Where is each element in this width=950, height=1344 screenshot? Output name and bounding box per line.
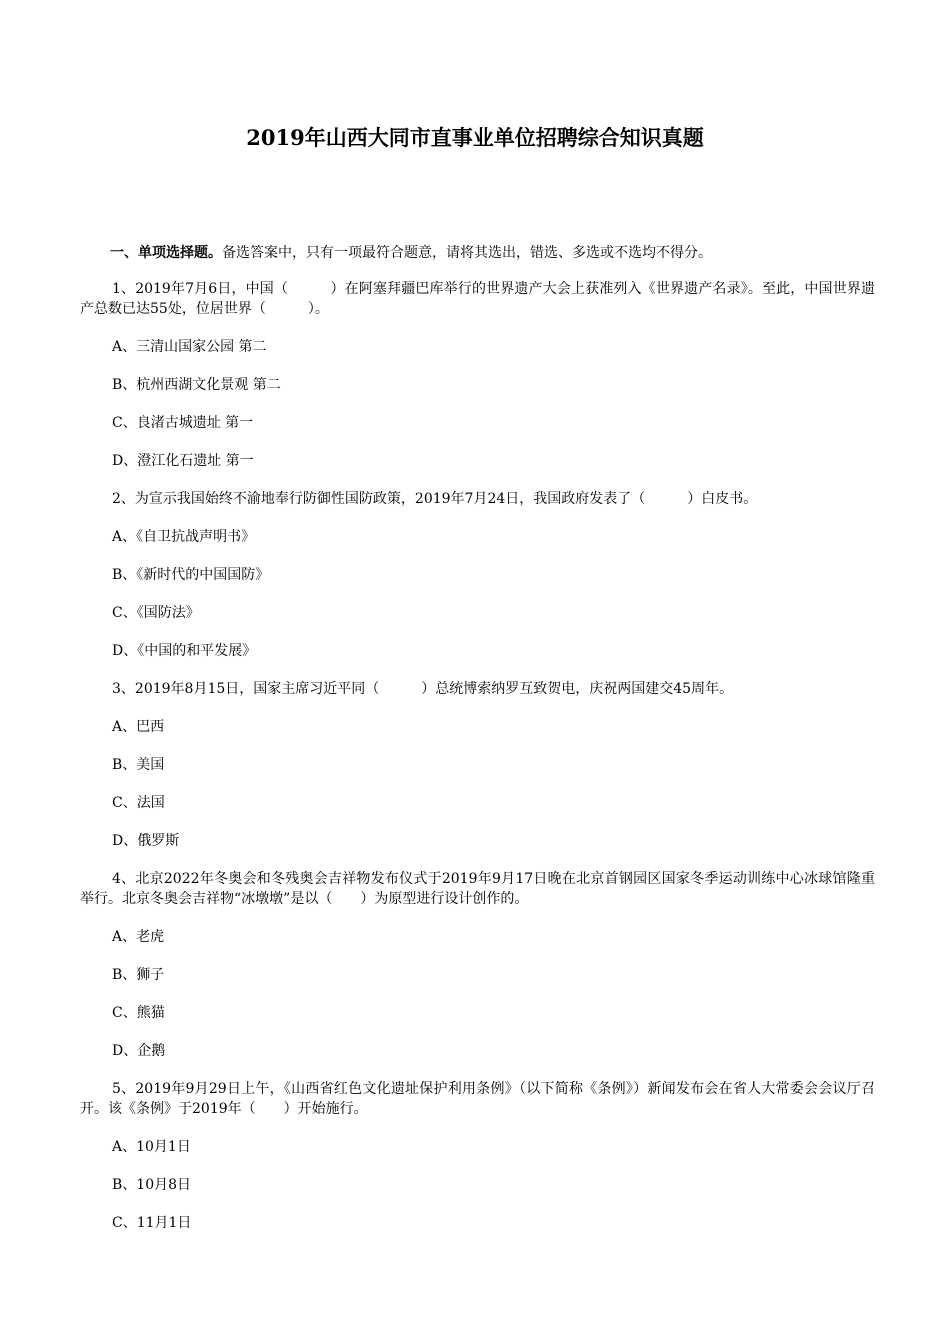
question-2-option-b: B、《新时代的中国国防》 [112,567,270,583]
question-1 [80,279,875,471]
question-4-text: 4、北京2022年冬奥会和冬残奥会吉祥物发布仪式于2019年9月17日晚在北京首钢园区国家冬季运动训练中心冰球馆隆重举行。北京冬奥会吉祥物“冰墩墩”是以（ ）为原型进行设计创作的。 [80,871,875,907]
question-4-option-d: D、企鹅 [112,1043,166,1059]
section-instruction: 备选答案中，只有一项最符合题意，请将其选出，错选、多选或不选均不得分。 [222,245,712,261]
question-4-option-c: C、熊猫 [112,1005,165,1021]
question-1-option-a: A、三清山国家公园 第二 [112,339,267,355]
question-2-text: 2、为宣示我国始终不渝地奉行防御性国防政策，2019年7月24日，我国政府发表了（ ）白皮书。 [112,491,758,507]
question-1-option-b: B、杭州西湖文化景观 第二 [112,377,281,393]
document-body [80,243,875,1251]
question-2-option-d: D、《中国的和平发展》 [112,643,257,659]
question-5-option-a: A、10月1日 [112,1139,191,1155]
question-4 [80,869,875,1061]
question-3-text: 3、2019年8月15日，国家主席习近平同（ ）总统博索纳罗互致贺电，庆祝两国建交45周年。 [112,681,734,697]
section-heading [80,243,875,263]
question-1-option-c: C、良渚古城遗址 第一 [112,415,254,431]
question-2 [80,489,875,661]
section-title: 一、单项选择题。 [110,245,222,261]
question-3-option-b: B、美国 [112,757,165,773]
page-title: 2019年山西大同市直事业单位招聘综合知识真题 [246,125,704,150]
question-3-option-d: D、俄罗斯 [112,833,180,849]
question-5-text: 5、2019年9月29日上午，《山西省红色文化遗址保护利用条例》（以下简称《条例》）新闻发布会在省人大常委会会议厅召开。该《条例》于2019年（ ）开始施行。 [80,1081,875,1117]
question-3-option-a: A、巴西 [112,719,165,735]
question-5-option-b: B、10月8日 [112,1177,192,1193]
question-2-option-a: A、《自卫抗战声明书》 [112,529,256,545]
question-3 [80,679,875,851]
question-4-option-b: B、狮子 [112,967,165,983]
question-3-option-c: C、法国 [112,795,165,811]
question-1-option-d: D、澄江化石遗址 第一 [112,453,254,469]
question-1-text: 1、2019年7月6日，中国（ ）在阿塞拜疆巴库举行的世界遗产大会上获准列入《世界遗产名录》。至此，中国世界遗产总数已达55处，位居世界（ ）。 [80,281,875,317]
question-5 [80,1079,875,1233]
question-5-option-c: C、11月1日 [112,1215,192,1231]
question-2-option-c: C、《国防法》 [112,605,200,621]
question-4-option-a: A、老虎 [112,929,165,945]
